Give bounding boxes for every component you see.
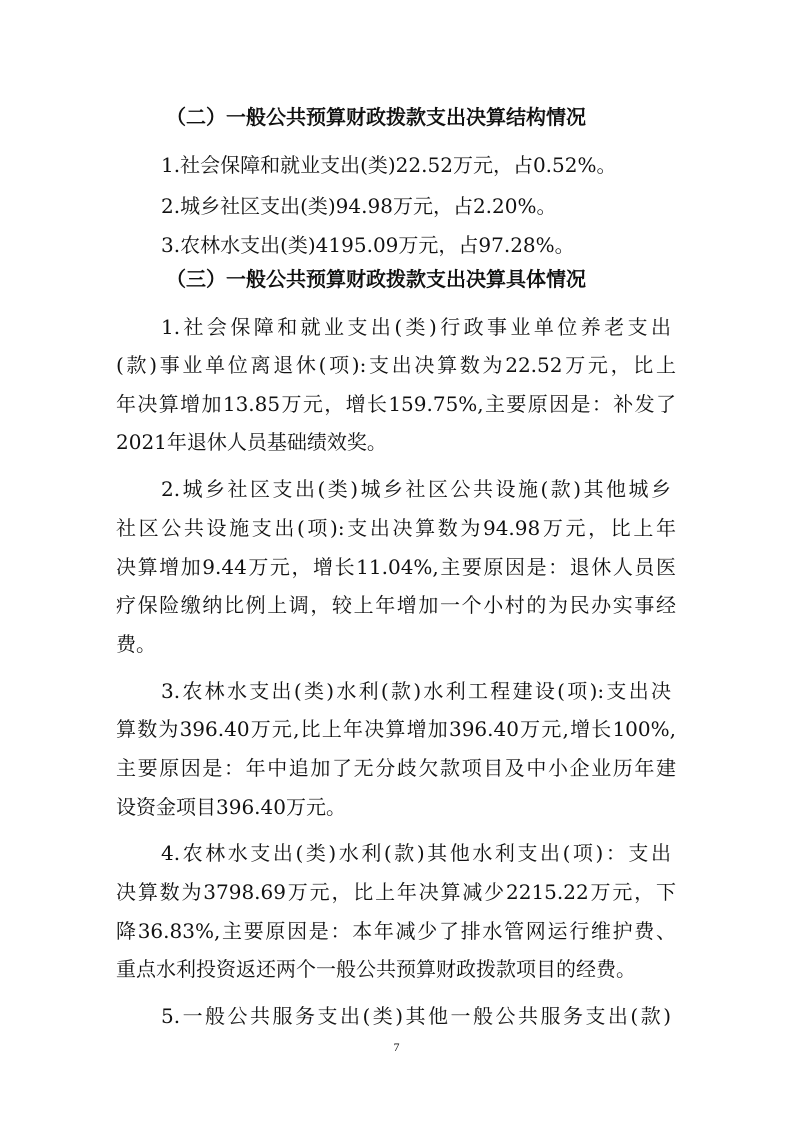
paragraph-line: 3.农林水支出(类)水利(款)水利工程建设(项):支出决 bbox=[161, 679, 671, 703]
paragraph-line: 重点水利投资返还两个一般公共预算财政拨款项目的经费。 bbox=[116, 957, 636, 981]
structure-item: 3.农林水支出(类)4195.09万元，占97.28%。 bbox=[161, 233, 575, 257]
paragraph-line: 1.社会保障和就业支出(类)行政事业单位养老支出 bbox=[161, 315, 671, 339]
paragraph-line: 5.一般公共服务支出(类)其他一般公共服务支出(款) bbox=[161, 1004, 671, 1028]
paragraph-line: 降36.83%,主要原因是：本年减少了排水管网运行维护费、 bbox=[116, 919, 676, 943]
paragraph-line: 2.城乡社区支出(类)城乡社区公共设施(款)其他城乡 bbox=[161, 477, 671, 501]
paragraph-line: 社区公共设施支出(项):支出决算数为94.98万元，比上年 bbox=[116, 516, 676, 540]
paragraph-line: 主要原因是：年中追加了无分歧欠款项目及中小企业历年建 bbox=[116, 756, 676, 780]
paragraph-line: 疗保险缴纳比例上调，较上年增加一个小村的为民办实事经 bbox=[116, 593, 676, 617]
structure-item: 2.城乡社区支出(类)94.98万元，占2.20%。 bbox=[161, 194, 557, 218]
structure-item: 1.社会保障和就业支出(类)22.52万元，占0.52%。 bbox=[161, 153, 617, 177]
paragraph-line: (款)事业单位离退休(项):支出决算数为22.52万元，比上 bbox=[116, 353, 676, 377]
paragraph-line: 2021年退休人员基础绩效奖。 bbox=[116, 430, 387, 454]
page-number: 7 bbox=[393, 1040, 400, 1054]
paragraph-line: 决算数为3798.69万元，比上年决算减少2215.22万元，下 bbox=[116, 880, 676, 904]
paragraph-line: 设资金项目396.40万元。 bbox=[116, 795, 346, 819]
paragraph-line: 费。 bbox=[116, 632, 156, 656]
paragraph-line: 算数为396.40万元,比上年决算增加396.40万元,增长100%, bbox=[116, 717, 676, 741]
section-heading: （三）一般公共预算财政拨款支出决算具体情况 bbox=[166, 267, 586, 291]
section-heading: （二）一般公共预算财政拨款支出决算结构情况 bbox=[166, 105, 586, 129]
paragraph-line: 年决算增加13.85万元，增长159.75%,主要原因是：补发了 bbox=[116, 392, 676, 416]
paragraph-line: 决算增加9.44万元，增长11.04%,主要原因是：退休人员医 bbox=[116, 555, 676, 579]
paragraph-line: 4.农林水支出(类)水利(款)其他水利支出(项)：支出 bbox=[161, 841, 671, 865]
